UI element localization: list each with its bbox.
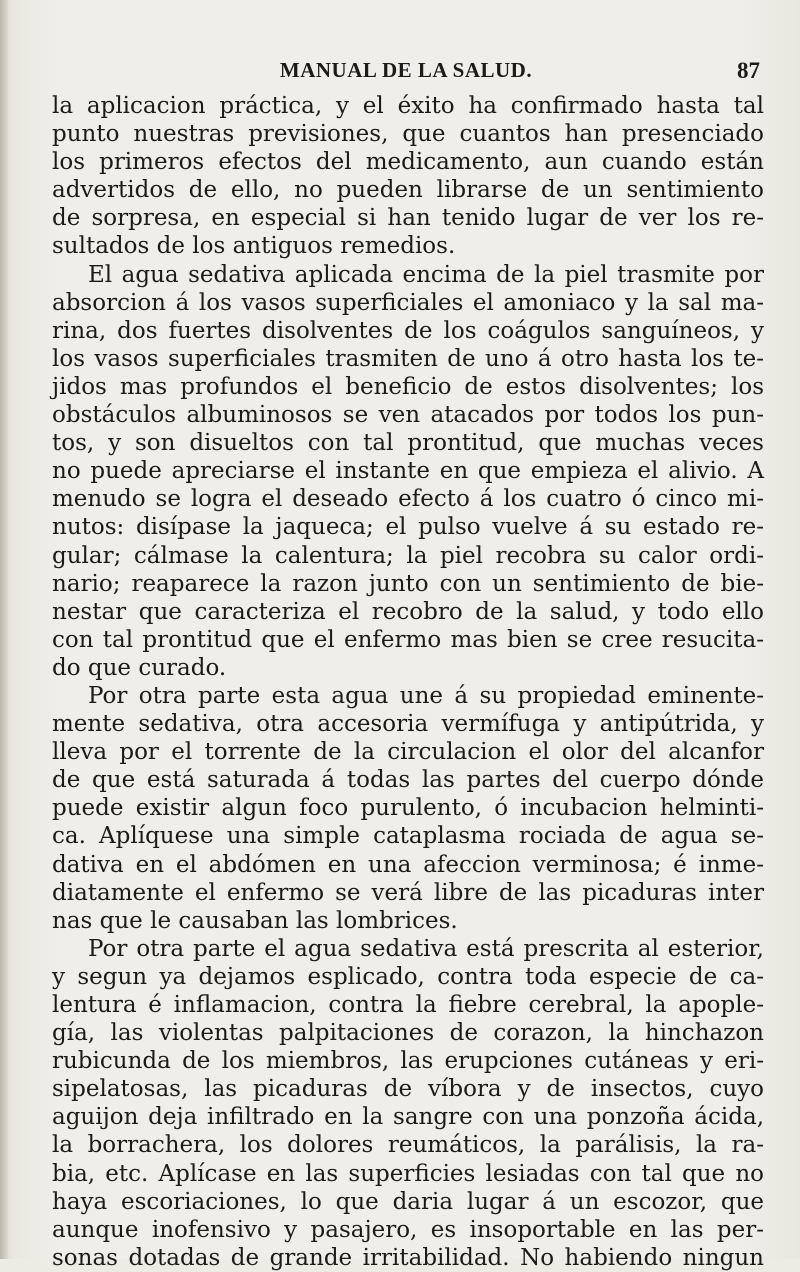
- text-line: lentura é inflamacion, contra la fiebre cerebral, la apople-: [52, 992, 764, 1018]
- text-line: tos, y son disueltos con tal prontitud, que muchas veces: [52, 430, 764, 457]
- text-line: bia, etc. Aplícase en las superficies lesiadas con tal que no: [52, 1160, 764, 1187]
- text-line: nas que le causaban las lombrices.: [52, 907, 458, 934]
- running-title: MANUAL DE LA SALUD.: [279, 58, 533, 82]
- text-line: menudo se logra el deseado efecto á los cuatro ó cinco mi-: [52, 486, 764, 513]
- text-line: jidos mas profundos el beneficio de estos disolventes; los: [52, 373, 764, 400]
- text-line: punto nuestras previsiones, que cuantos han presenciado: [52, 121, 764, 148]
- text-line: El agua sedativa aplicada encima de la piel trasmite por: [88, 261, 764, 288]
- text-line: Por otra parte esta agua une á su propiedad eminente-: [88, 682, 764, 709]
- text-line: puede existir algun foco purulento, ó incubacion helminti-: [52, 795, 764, 822]
- text-line: absorcion á los vasos superficiales el amoniaco y la sal ma-: [52, 289, 764, 316]
- text-line: sonas dotadas de grande irritabilidad. No habiendo ningun: [52, 1244, 764, 1271]
- text-line: lleva por el torrente de la circulacion el olor del alcanfor: [52, 739, 764, 766]
- text-line: obstáculos albuminosos se ven atacados por todos los pun-: [52, 402, 764, 429]
- text-line: do que curado.: [52, 654, 227, 681]
- text-line: nestar que caracteriza el recobro de la salud, y todo ello: [52, 598, 764, 625]
- text-line: nutos: disípase la jaqueca; el pulso vuelve á su estado re-: [52, 514, 764, 541]
- text-line: advertidos de ello, no pueden librarse de un sentimiento: [52, 177, 764, 204]
- page-spine-shadow: [0, 0, 8, 1259]
- text-line: rina, dos fuertes disolventes de los coágulos sanguíneos, y: [52, 317, 764, 344]
- text-line: la aplicacion práctica, y el éxito ha confirmado hasta tal: [52, 93, 764, 119]
- text-line: sipelatosas, las picaduras de víbora y de insectos, cuyo: [52, 1076, 764, 1103]
- text-line: la borrachera, los dolores reumáticos, la parálisis, la ra-: [52, 1132, 764, 1159]
- text-line: dativa en el abdómen en una afeccion verminosa; é inme-: [52, 851, 764, 878]
- page-number: 87: [737, 58, 760, 83]
- text-line: los primeros efectos del medicamento, aun cuando están: [52, 149, 764, 176]
- text-line: nario; reaparece la razon junto con un sentimiento de bie-: [52, 570, 764, 597]
- text-line: gular; cálmase la calentura; la piel recobra su calor ordi-: [52, 542, 764, 569]
- text-line: y segun ya dejamos esplicado, contra toda especie de ca-: [52, 963, 764, 990]
- text-line: ca. Aplíquese una simple cataplasma rociada de agua se-: [52, 823, 764, 850]
- text-line: aunque inofensivo y pasajero, es insoportable en las per-: [52, 1216, 764, 1243]
- text-line: aguijon deja infiltrado en la sangre con una ponzoña ácida,: [52, 1104, 764, 1131]
- text-line: Por otra parte el agua sedativa está prescrita al esterior,: [88, 935, 764, 962]
- text-line: gía, las violentas palpitaciones de corazon, la hinchazon: [52, 1020, 764, 1047]
- text-line: mente sedativa, otra accesoria vermífuga y antipútrida, y: [52, 711, 764, 738]
- text-line: de sorpresa, en especial si han tenido lugar de ver los re-: [52, 205, 764, 232]
- text-line: diatamente el enfermo se verá libre de las picaduras inter: [52, 879, 764, 906]
- text-line: los vasos superficiales trasmiten de uno á otro hasta los te-: [52, 345, 764, 372]
- text-line: de que está saturada á todas las partes del cuerpo dónde: [52, 767, 764, 794]
- running-header: [52, 58, 760, 88]
- body-text: [52, 92, 764, 1272]
- text-line: no puede apreciarse el instante en que empieza el alivio. A: [52, 458, 764, 485]
- text-line: haya escoriaciones, lo que daria lugar á un escozor, que: [52, 1188, 764, 1215]
- text-line: sultados de los antiguos remedios.: [52, 233, 456, 260]
- text-line: rubicunda de los miembros, las erupciones cutáneas y eri-: [52, 1048, 764, 1075]
- text-line: con tal prontitud que el enfermo mas bien se cree resucita-: [52, 626, 764, 653]
